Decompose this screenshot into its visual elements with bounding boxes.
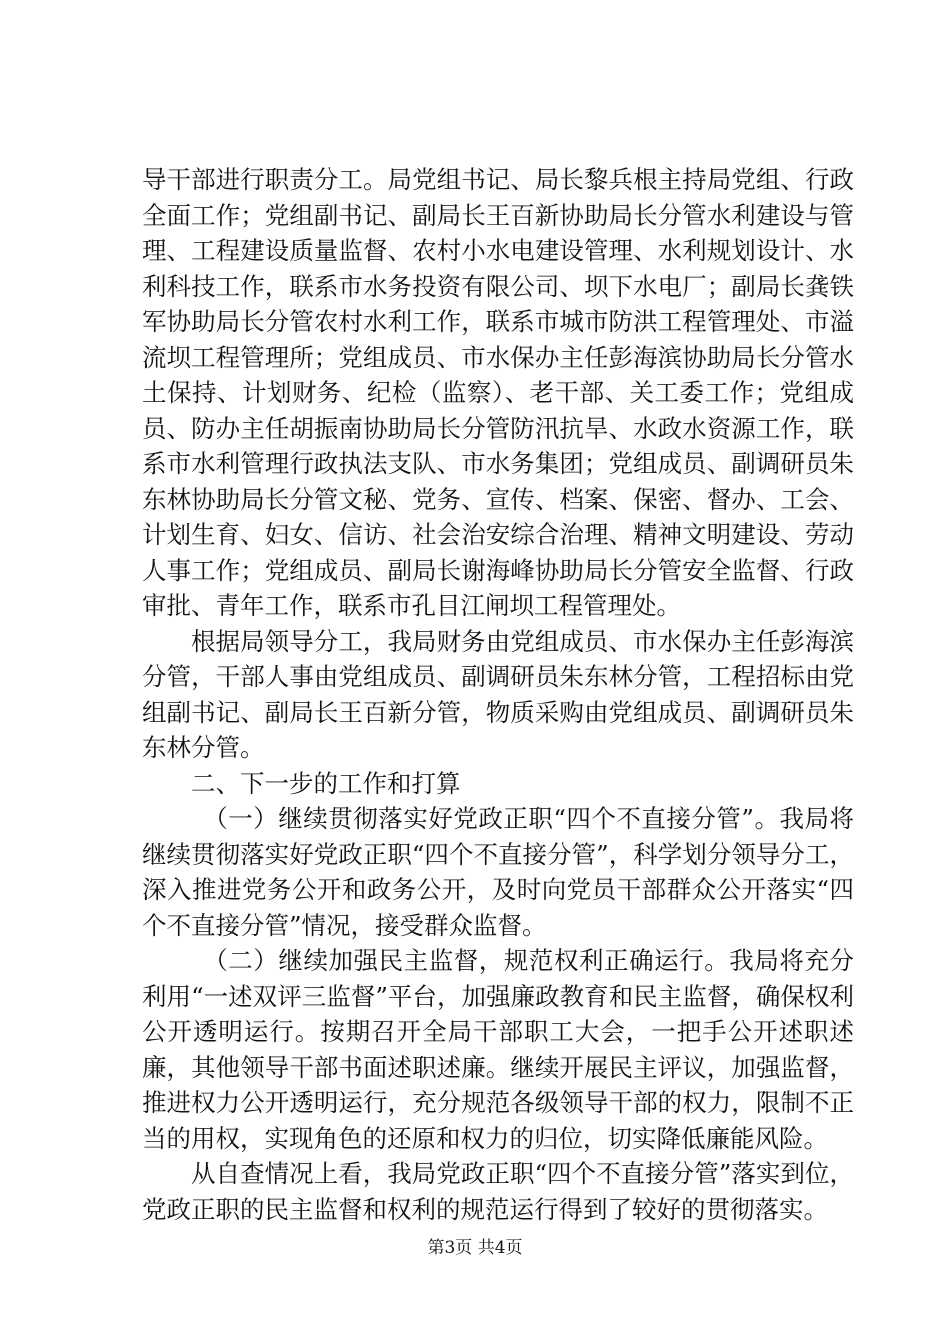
paragraph-leadership-responsibilities: 根据局领导分工，我局财务由党组成员、市水保办主任彭海滨分管，干部人事由党组成员、副调研员朱东林分管，工程招标由党组副书记、副局长王百新分管，物质采购由党组成员、副调研员朱东林分管。 (142, 626, 854, 762)
page-footer: 第3页 共4页 (427, 1238, 523, 1258)
section-heading-next-steps: 二、下一步的工作和打算 (191, 768, 461, 798)
paragraph-item-two: （二）继续加强民主监督，规范权利正确运行。我局将充分利用“一述双评三监督”平台，加强廉政教育和民主监督，确保权利公开透明运行。按期召开全局干部职工大会，一把手公开述职述廉，其他领导干部书面述职述廉。继续开展民主评议，加强监督，推进权力公开透明运行，充分规范各级领导干部的权力，限制不正当的用权，实现角色的还原和权力的归位，切实降低廉能风险。 (142, 946, 854, 1153)
paragraph-continued-division-of-duties: 导干部进行职责分工。局党组书记、局长黎兵根主持局党组、行政全面工作；党组副书记、副局长王百新协助局长分管水利建设与管理、工程建设质量监督、农村小水电建设管理、水利规划设计、水利科技工作，联系市水务投资有限公司、坝下水电厂；副局长龚铁军协助局长分管农村水利工作，联系市城市防洪工程管理处、市溢流坝工程管理所；党组成员、市水保办主任彭海滨协助局长分管水土保持、计划财务、纪检（监察）、老干部、关工委工作；党组成员、防办主任胡振南协助局长分管防汛抗旱、水政水资源工作，联系市水利管理行政执法支队、市水务集团；党组成员、副调研员朱东林协助局长分管文秘、党务、宣传、档案、保密、督办、工会、计划生育、妇女、信访、社会治安综合治理、精神文明建设、劳动人事工作；党组成员、副局长谢海峰协助局长分管安全监督、行政审批、青年工作，联系市孔目江闸坝工程管理处。 (142, 165, 854, 620)
paragraph-conclusion: 从自查情况上看，我局党政正职“四个不直接分管”落实到位，党政正职的民主监督和权利的规范运行得到了较好的贯彻落实。 (142, 1159, 854, 1224)
document-body (142, 162, 854, 1227)
paragraph-item-one: （一）继续贯彻落实好党政正职“四个不直接分管”。我局将继续贯彻落实好党政正职“四个不直接分管”，科学划分领导分工，深入推进党务公开和政务公开，及时向党员干部群众公开落实“四个不直接分管”情况，接受群众监督。 (142, 804, 854, 940)
